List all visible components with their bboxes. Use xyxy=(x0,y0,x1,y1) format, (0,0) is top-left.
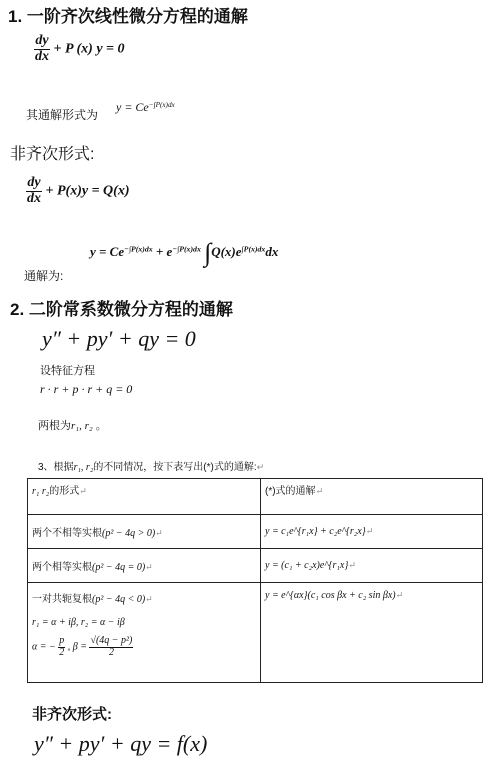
nonhomog-solution-formula xyxy=(90,238,278,268)
return-mark: ↵ xyxy=(348,560,356,570)
solution-table xyxy=(27,478,483,683)
return-mark: ↵ xyxy=(145,562,153,572)
sol-dx: dx xyxy=(265,244,279,259)
sol-term1: y = Ce xyxy=(90,244,125,259)
formula-exponent: −∫P(x)dx xyxy=(148,101,175,110)
general-solution-label: 其通解形式为 xyxy=(26,108,99,122)
header-left-label: 的形式 xyxy=(49,486,80,497)
nonhomog-first-order-equation xyxy=(26,176,129,206)
table-row xyxy=(28,515,483,549)
row2-case: 两个相等实根 xyxy=(32,562,92,573)
eq-numerator: dy xyxy=(27,175,41,190)
characteristic-equation: r · r + p · r + q = 0 xyxy=(40,382,133,396)
eq-denominator: dx xyxy=(35,48,49,64)
return-mark: ↵ xyxy=(79,486,87,496)
table-intro-vars: r₁, r₂ xyxy=(73,462,94,473)
header-left-cell xyxy=(28,479,261,515)
row3-solution: y = e^{αx}(c₁ cos βx + c₂ sin βx) xyxy=(265,590,396,601)
beta-numerator: √(4q − p²) xyxy=(90,635,133,646)
homog-first-order-equation xyxy=(34,34,125,64)
table-intro-post: 的不同情况，按下表写出(*)式的通解: xyxy=(93,462,257,473)
row1-condition: (p² − 4q > 0) xyxy=(102,528,156,539)
table-intro-pre: 3、根据 xyxy=(38,462,74,473)
roots-label: 两根为 xyxy=(38,420,71,432)
sol-term2: + e xyxy=(152,244,173,259)
table-intro xyxy=(38,458,264,473)
row2-right-cell xyxy=(261,549,483,583)
row3-condition: (p² − 4q < 0) xyxy=(92,594,146,605)
row2-solution: y = (c₁ + c₂x)e^{r₁x} xyxy=(265,560,349,571)
section2-title: 2. 二阶常系数微分方程的通解 xyxy=(10,300,233,319)
header-right-cell xyxy=(261,479,483,515)
row1-case: 两个不相等实根 xyxy=(32,528,102,539)
row3-roots: r₁ = α + iβ, r₂ = α − iβ xyxy=(32,617,125,628)
roots-end: 。 xyxy=(92,420,107,432)
eq-denominator: dx xyxy=(27,190,41,206)
roots-vars: r₁, r₂ xyxy=(71,420,93,432)
row3-right-cell xyxy=(261,583,483,683)
table-header-row xyxy=(28,479,483,515)
nonhomog-solution-label: 通解为: xyxy=(24,269,64,283)
alpha-denominator: 2 xyxy=(59,646,65,658)
row2-condition: (p² − 4q = 0) xyxy=(92,562,146,573)
return-mark: ↵ xyxy=(155,528,163,538)
table-row xyxy=(28,583,483,683)
alpha-numerator: p xyxy=(59,635,65,646)
roots-line xyxy=(38,417,107,433)
sol-integrand: Q(x)e xyxy=(211,244,242,259)
row1-right-cell xyxy=(261,515,483,549)
integral-sign: ∫ xyxy=(204,238,212,267)
return-mark: ↵ xyxy=(365,526,374,536)
characteristic-label: 设特征方程 xyxy=(40,365,95,377)
second-order-nonhomog-equation: y″ + py′ + qy = f(x) xyxy=(34,731,208,756)
row1-solution: y = c₁e^{r₁x} + c₂e^{r₂x} xyxy=(265,526,366,537)
return-mark: ↵ xyxy=(315,486,324,496)
eq-rest: + P(x)y = Q(x) xyxy=(45,183,130,199)
beta-denominator: 2 xyxy=(108,646,114,658)
row3-case: 一对共轭复根 xyxy=(32,594,92,605)
second-order-homog-equation: y″ + py′ + qy = 0 xyxy=(42,326,196,351)
nonhomog2-heading: 非齐次形式: xyxy=(32,706,112,723)
return-mark: ↵ xyxy=(145,594,153,604)
row1-left-cell xyxy=(28,515,261,549)
formula-base: y = Ce xyxy=(116,100,149,114)
eq-rest: + P (x) y = 0 xyxy=(53,41,125,57)
alpha-pre: α = − xyxy=(32,641,56,653)
header-left-vars: r₁ r₂ xyxy=(32,486,50,497)
return-mark: ↵ xyxy=(395,590,404,600)
section1-title: 1. 一阶齐次线性微分方程的通解 xyxy=(8,7,248,26)
sol-exponent3: ∫P(x)dx xyxy=(241,244,266,254)
eq-numerator: dy xyxy=(35,33,49,48)
sol-exponent2: −∫P(x)dx xyxy=(172,244,201,254)
table-row xyxy=(28,549,483,583)
row3-left-cell xyxy=(28,583,261,683)
row3-alpha-beta xyxy=(32,636,256,658)
header-right-label: (*)式的通解 xyxy=(265,486,316,497)
return-mark: ↵ xyxy=(256,462,265,472)
general-solution-formula xyxy=(116,100,175,115)
beta-pre: , β = xyxy=(67,641,87,653)
row2-left-cell xyxy=(28,549,261,583)
nonhomog1-heading: 非齐次形式: xyxy=(10,146,95,163)
sol-exponent1: −∫P(x)dx xyxy=(124,244,153,254)
